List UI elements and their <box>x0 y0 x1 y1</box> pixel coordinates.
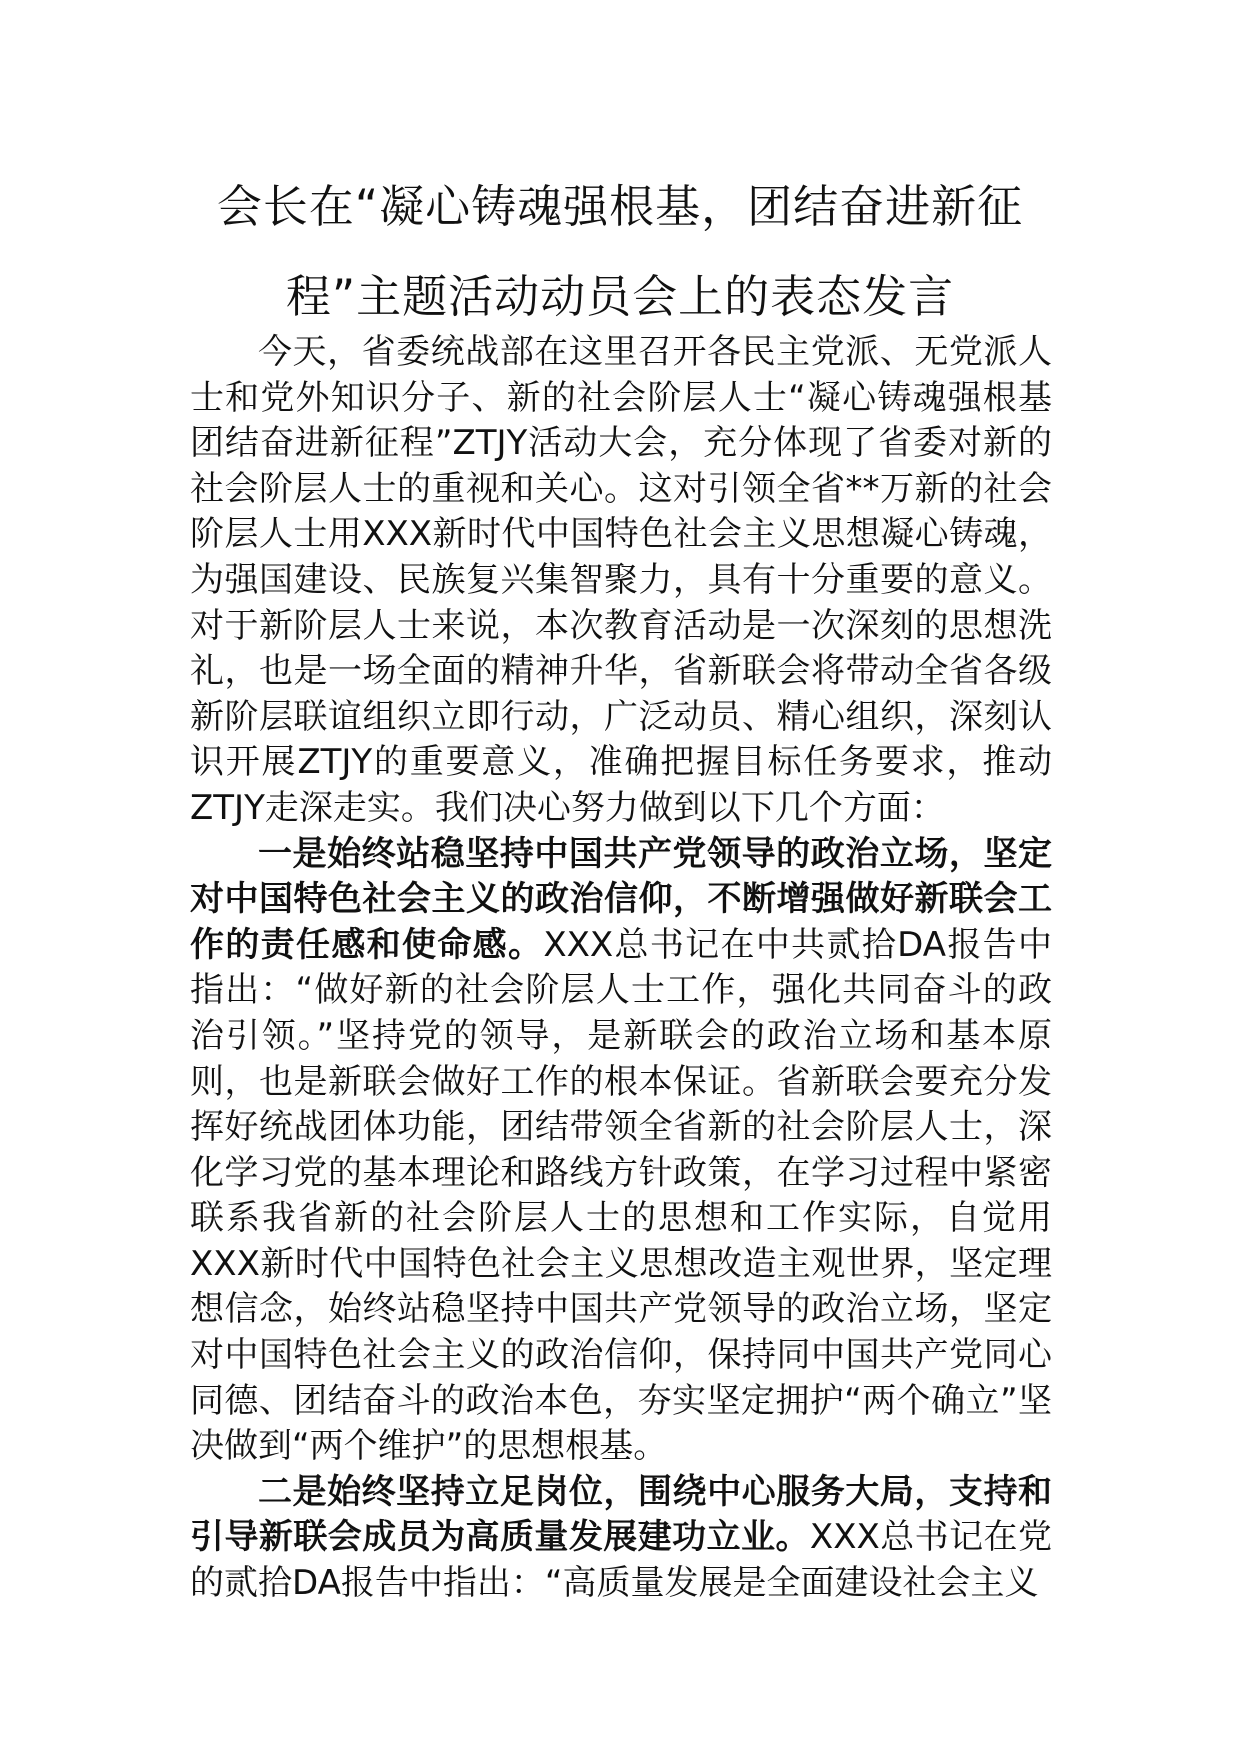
paragraph-point-one-text: XXX总书记在中共贰拾DA报告中指出：“做好新的社会阶层人士工作，强化共同奋斗的政治引领。”坚持党的领导，是新联会的政治立场和基本原则，也是新联会做好工作的根本保证。省新联会要充分发挥好统战团体功能，团结带领全省新的社会阶层人士，深化学习党的基本理论和路线方针政策，在学习过程中紧密联系我省新的社会阶层人士的思想和工作实际，自觉用XXX新时代中国特色社会主义思想改造主观世界，坚定理想信念，始终站稳坚持中国共产党领导的政治立场，坚定对中国特色社会主义的政治信仰，保持同中国共产党同心同德、团结奋斗的政治本色，夯实坚定拥护“两个确立”坚决做到“两个维护”的思想根基。 <box>190 924 1053 1467</box>
paragraph-point-one-heading: 一是始终站稳坚持中国共产党领导的政治立场，坚定对中国特色社会主义的政治信仰，不断增强做好新联会工作的责任感和使命感。 <box>190 833 1052 965</box>
paragraph-intro-text: 今天，省委统战部在这里召开各民主党派、无党派人士和党外知识分子、新的社会阶层人士“凝心铸魂强根基团结奋进新征程”ZTJY活动大会，充分体现了省委对新的社会阶层人士的重视和关心。这对引领全省**万新的社会阶层人士用XXX新时代中国特色社会主义思想凝心铸魂，为强国建设、民族复兴集智聚力，具有十分重要的意义。对于新阶层人士来说，本次教育活动是一次深刻的思想洗礼，也是一场全面的精神升华，省新联会将带动全省各级新阶层联谊组织立即行动，广泛动员、精心组织，深刻认识开展ZTJY的重要意义，准确把握目标任务要求，推动ZTJY走深走实。我们决心努力做到以下几个方面： <box>190 332 1052 828</box>
paragraph-point-two-text: XXX总书记在党的贰拾DA报告中指出：“高质量发展是全面建设社会主义 <box>190 1517 1052 1604</box>
paragraph-point-one <box>190 832 1052 1470</box>
paragraph-intro <box>190 330 1052 832</box>
title-line-1: 会长在“凝心铸魂强根基，团结奋进新征 <box>216 180 1024 233</box>
document-body <box>190 330 1052 1607</box>
document-title <box>150 162 1090 342</box>
paragraph-point-two-heading: 二是始终坚持立足岗位，围绕中心服务大局，支持和引导新联会成员为高质量发展建功立业。 <box>190 1471 1052 1558</box>
paragraph-point-two <box>190 1470 1052 1607</box>
title-line-2: 程”主题活动动员会上的表态发言 <box>285 270 955 323</box>
